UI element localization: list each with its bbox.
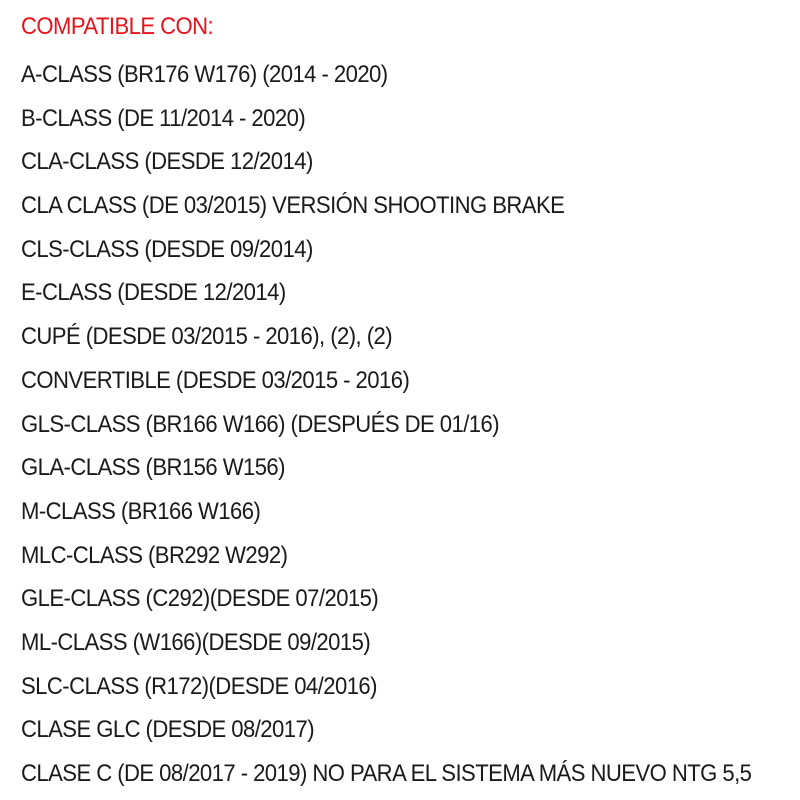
list-item: SLC-CLASS (R172)(DESDE 04/2016)	[21, 672, 377, 700]
list-item: CLASE C (DE 08/2017 - 2019) NO PARA EL SISTEMA MÁS NUEVO NTG 5,5	[21, 760, 752, 787]
list-item: GLS-CLASS (BR166 W166) (DESPUÉS DE 01/16)	[21, 410, 500, 438]
list-item: CLS-CLASS (DESDE 09/2014)	[21, 235, 313, 263]
list-item: CONVERTIBLE (DESDE 03/2015 - 2016)	[21, 366, 410, 394]
list-item: ML-CLASS (W166)(DESDE 09/2015)	[21, 628, 371, 656]
compatible-models-list	[21, 53, 800, 796]
list-item: CUPÉ (DESDE 03/2015 - 2016), (2), (2)	[21, 323, 393, 351]
list-item: CLASE GLC (DESDE 08/2017)	[21, 716, 315, 744]
list-item: MLC-CLASS (BR292 W292)	[21, 541, 288, 569]
list-item: E-CLASS (DESDE 12/2014)	[21, 279, 286, 307]
list-item: CLA CLASS (DE 03/2015) VERSIÓN SHOOTING BRAKE	[21, 192, 565, 220]
compatibility-heading: COMPATIBLE CON:	[21, 13, 214, 40]
list-item: A-CLASS (BR176 W176) (2014 - 2020)	[21, 61, 388, 88]
list-item: GLE-CLASS (C292)(DESDE 07/2015)	[21, 585, 379, 613]
list-item: GLA-CLASS (BR156 W156)	[21, 454, 285, 482]
list-item: M-CLASS (BR166 W166)	[21, 497, 261, 525]
list-item: CLA-CLASS (DESDE 12/2014)	[21, 148, 313, 176]
list-item: B-CLASS (DE 11/2014 - 2020)	[21, 104, 306, 132]
